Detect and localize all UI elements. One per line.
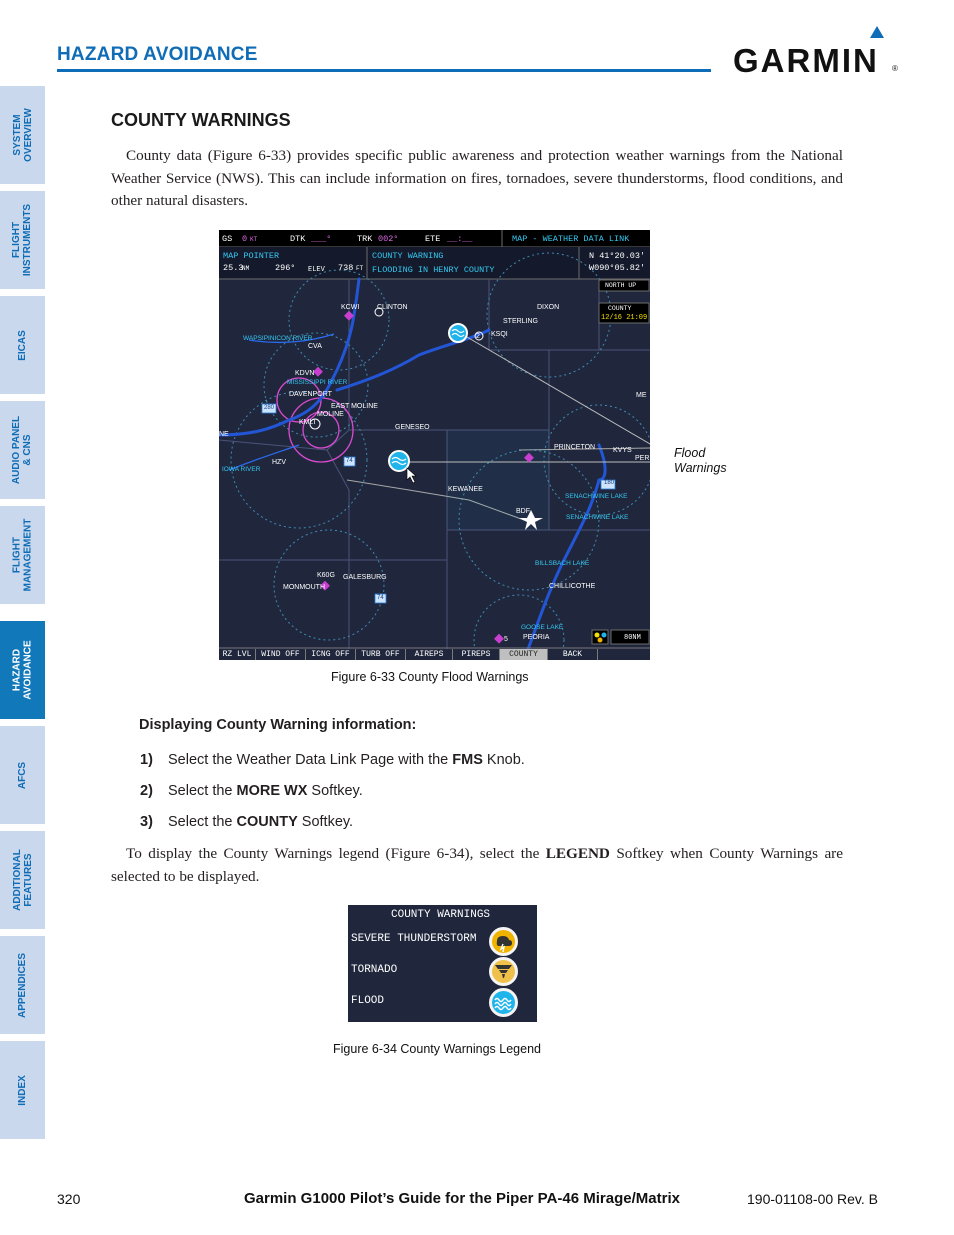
document-number: 190-01108-00 Rev. B [747,1191,879,1207]
map-label: CHILLICOTHE [549,583,596,590]
highway-shield-label: 5 [504,636,508,643]
map-label: STERLING [503,318,539,325]
tab-label: AFCS [16,761,28,789]
flood-icon [489,988,518,1017]
elev-value: 738 [338,263,354,273]
intro-paragraph [111,145,843,213]
flood-warning-icon [449,324,467,342]
map-label: GOOSE LAKE [521,624,564,631]
map-label: KDVN [295,370,315,377]
step-text: Softkey. [297,814,354,830]
softkey-pireps[interactable]: PIREPS [453,649,500,660]
procedure-step [140,752,525,768]
step-key: MORE WX [236,783,308,799]
mfd-weather-map-figure [219,230,650,660]
softkey-rz-lvl[interactable]: RZ LVL [219,649,256,660]
map-label: CLINTON [377,304,408,311]
map-label: MONMOUTH [283,584,325,591]
tab-system-overview[interactable] [0,86,45,184]
procedure-heading: Displaying County Warning information: [139,717,417,733]
step-text: Softkey. [307,783,363,799]
map-label: EAST MOLINE [331,403,378,410]
map-label: HZV [272,459,286,466]
figure-caption: Figure 6-33 County Flood Warnings [331,670,529,684]
gs-unit: KT [250,236,258,243]
page-number: 320 [57,1191,81,1207]
softkey-aireps[interactable]: AIREPS [406,649,453,660]
intro-text: County data (Figure 6-33) provides specific public awareness and protection weather warnings from the National Weather Service (NWS). This can include information on fires, tornadoes, severe thunderstorms, flood conditions, and other natural disasters. [111,147,843,209]
trk-label: TRK [357,234,373,244]
section-title: HAZARD AVOIDANCE [57,44,258,65]
step-text: Select the Weather Data Link Page with the [168,752,453,768]
legend-key: LEGEND [545,845,610,862]
legend-item-label: SEVERE THUNDERSTORM [351,933,477,945]
tab-index[interactable] [0,1041,45,1139]
gs-label: GS [222,234,233,244]
legend-item-label: TORNADO [351,964,398,976]
highway-shield-label: 180 [604,480,615,486]
tab-flight-management[interactable] [0,506,45,604]
map-label: PEORIA [523,634,550,641]
step-text: Select the [168,814,237,830]
softkey-icing[interactable]: ICNG OFF [306,649,356,660]
tab-label: APPENDICES [17,952,29,1018]
map-label: GENESEO [395,424,430,431]
softkey-turbulence[interactable]: TURB OFF [356,649,406,660]
softkey-back[interactable]: BACK [548,649,598,660]
map-label: CVA [308,343,322,350]
manual-title: Garmin G1000 Pilot’s Guide for the Piper PA-46 Mirage/Matrix [244,1190,680,1207]
tab-label: FLIGHT MANAGEMENT [11,518,34,592]
tab-label: INDEX [17,1074,28,1106]
elev-label: ELEV [308,266,325,274]
map-label: SENACHWINE LAKE [565,493,628,500]
registered-mark: ® [892,64,898,73]
map-pointer-title: MAP POINTER [223,251,280,261]
dtk-value: ___° [311,234,332,244]
map-label: NE [219,431,229,438]
pointer-longitude: W090°05.82' [589,263,646,273]
header-rule [57,69,711,72]
map-label: KMLI [299,419,316,426]
highway-shield-label: 74 [346,458,353,464]
map-label: IOWA RIVER [222,466,261,473]
county-warning-title: COUNTY WARNING [372,251,444,261]
flood-warnings-callout: Flood Warnings [674,446,727,475]
tab-eicas[interactable] [0,296,45,394]
map-label: K60G [317,572,335,579]
legend-paragraph [111,843,843,888]
map-label: GALESBURG [343,574,387,581]
tab-label: EICAS [17,329,28,361]
highway-shield-label: 74 [377,595,384,601]
step-number: 3) [140,814,153,830]
tornado-icon [489,957,518,986]
softkey-wind[interactable]: WIND OFF [256,649,306,660]
tab-flight-instruments[interactable] [0,191,45,289]
tab-label: HAZARD AVOIDANCE [11,640,34,700]
product-label: COUNTY [608,305,632,312]
ete-label: ETE [425,234,441,244]
garmin-logo-text: GARMIN [733,42,879,79]
map-label: KVYS [613,447,632,454]
tab-label: SYSTEM OVERVIEW [11,108,34,162]
pointer-latitude: N 41°20.03' [589,251,646,261]
legend-item-label: FLOOD [351,995,385,1007]
elev-unit: FT [356,265,364,272]
procedure-step [140,814,353,830]
map-label: MISSISSIPPI RIVER [287,379,348,386]
product-timestamp: 12/16 21:09 [601,314,648,322]
tab-audio-panel-cns[interactable] [0,401,45,499]
map-label: ME [636,392,647,399]
gs-value: 0 [242,234,248,244]
tab-hazard-avoidance[interactable] [0,621,45,719]
ete-value: __:__ [447,234,473,244]
pointer-distance-unit: NM [242,265,250,272]
tab-appendices[interactable] [0,936,45,1034]
highway-shield-label: 2 [476,333,480,340]
map-label: KCWI [341,304,360,311]
dtk-label: DTK [290,234,306,244]
tab-label: AUDIO PANEL & CNS [11,415,34,485]
step-number: 2) [140,783,153,799]
map-label: PER [635,455,650,462]
map-label: PRINCETON [554,444,596,451]
legend-text: Softkey when County Warnings are selected to be displayed. [111,845,843,885]
tab-label: ADDITIONAL FEATURES [11,849,34,911]
tab-label: FLIGHT INSTRUMENTS [11,203,34,277]
step-key: FMS [452,752,483,768]
garmin-delta-icon [870,26,884,38]
county-warnings-legend [348,905,537,1022]
figure-caption: Figure 6-34 County Warnings Legend [333,1042,541,1056]
tab-afcs[interactable] [0,726,45,824]
map-label: MOLINE [317,411,344,418]
map-orientation: NORTH UP [605,282,637,289]
tab-additional-features[interactable] [0,831,45,929]
county-warnings-heading: COUNTY WARNINGS [111,110,291,130]
step-text: Knob. [482,752,525,768]
flood-warning-icon [389,451,409,471]
highway-shield-label: 280 [264,405,275,411]
map-label: BDF [516,508,530,515]
trk-value: 002° [378,234,399,244]
pointer-bearing: 296° [275,263,296,273]
severe-thunderstorm-icon [489,927,518,956]
step-number: 1) [140,752,153,768]
legend-text: To display the County Warnings legend (Figure 6-34), select the [126,845,546,862]
map-label: DIXON [537,304,560,311]
garmin-logo [733,26,899,78]
softkey-county[interactable]: COUNTY [500,649,548,660]
step-key: COUNTY [236,814,298,830]
map-label: WAPSIPINICON RIVER [243,335,313,342]
map-range: 80NM [624,634,641,642]
legend-title: COUNTY WARNINGS [391,909,491,921]
map-label: KEWANEE [448,486,483,493]
map-label: DAVENPORT [289,391,332,398]
pointer-distance: 25.3 [223,263,244,273]
map-label: KSQI [491,331,508,338]
step-text: Select the [168,783,237,799]
county-warning-detail: FLOODING IN HENRY COUNTY [372,265,495,275]
procedure-step [140,783,363,799]
map-label: BILLSBACH LAKE [535,560,590,567]
map-label: SENACHWINE LAKE [566,514,629,521]
page-title: MAP - WEATHER DATA LINK [512,234,630,244]
